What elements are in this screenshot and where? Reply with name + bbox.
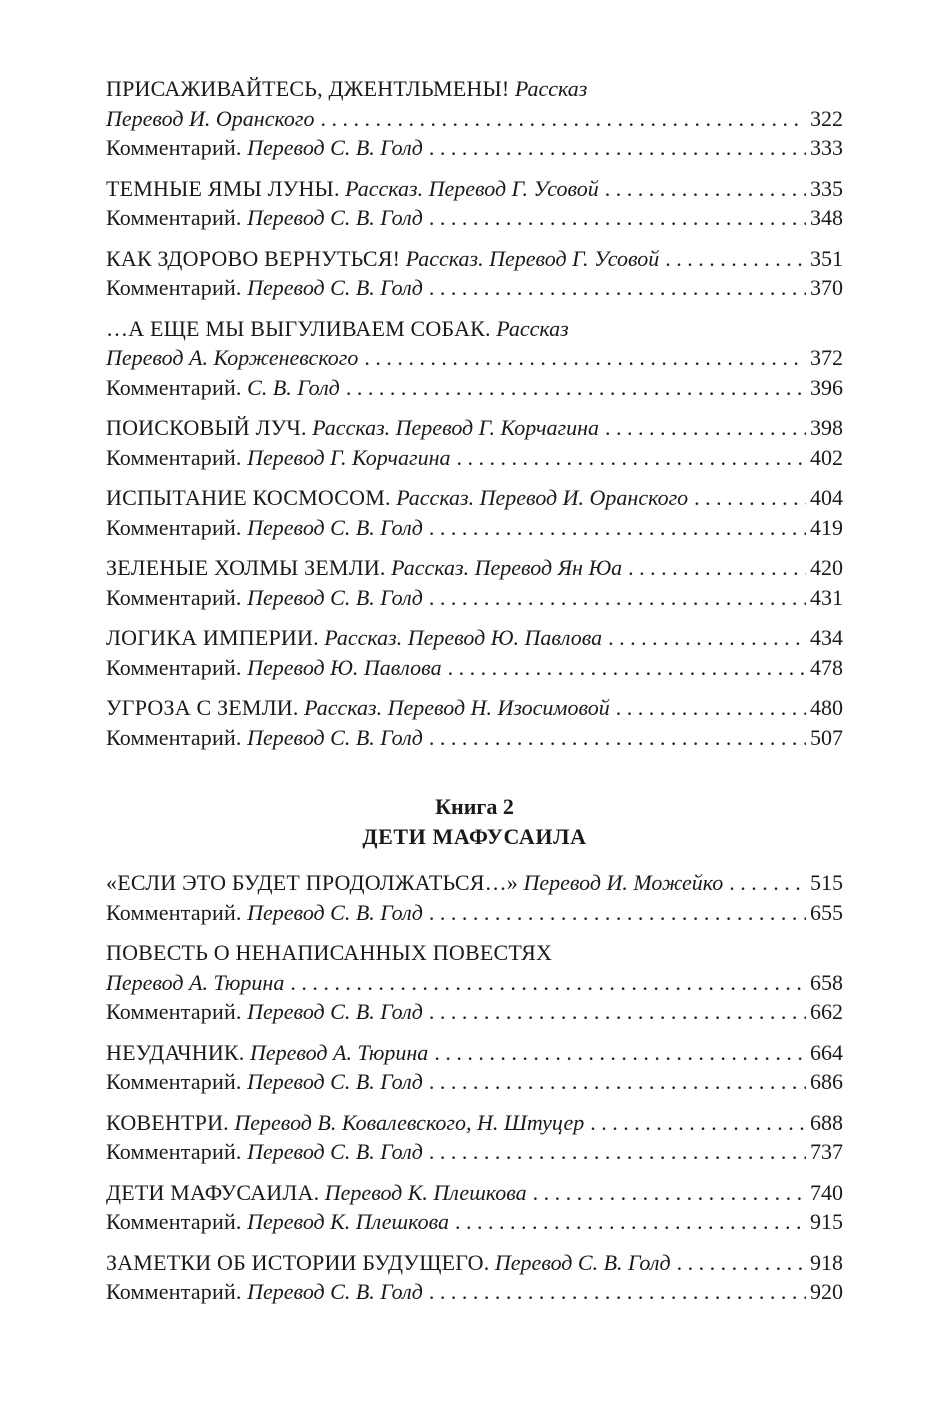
dot-leader [677, 1248, 806, 1278]
toc-entry [106, 868, 843, 927]
entry-credit: Перевод А. Тюрина [249, 1039, 429, 1065]
dot-leader [533, 1178, 806, 1208]
page-number: 688 [810, 1109, 843, 1135]
book-number: Книга 2 [435, 794, 514, 819]
page-number: 918 [810, 1249, 843, 1275]
dot-leader [448, 653, 806, 683]
page-number: 655 [810, 899, 843, 925]
toc-line [106, 443, 843, 473]
dot-leader [429, 898, 806, 928]
dot-leader [694, 483, 806, 513]
entry-title: Комментарий. [106, 374, 242, 400]
entry-credit: Перевод Ю. Павлова [247, 654, 442, 680]
dot-leader [605, 413, 806, 443]
entry-credit: Перевод С. В. Голд [247, 584, 423, 610]
dot-leader [429, 583, 806, 613]
entry-credit: Перевод С. В. Голд [247, 999, 423, 1024]
dot-leader [429, 273, 806, 303]
toc-line [106, 244, 843, 274]
toc-entry [106, 1178, 843, 1237]
toc-line [106, 653, 843, 683]
page-number: 333 [810, 135, 843, 160]
entry-credit: Перевод С. В. Голд [247, 1279, 423, 1304]
page-number: 664 [810, 1039, 843, 1065]
entry-title: ПОВЕСТЬ О НЕНАПИСАННЫХ ПОВЕСТЯХ [106, 940, 553, 965]
page-number: 420 [810, 555, 843, 580]
entry-credit: Рассказ. Перевод Ю. Павлова [324, 625, 603, 650]
toc-entry [106, 623, 843, 682]
entry-credit: Перевод К. Плешкова [324, 1179, 527, 1205]
entry-credit: Перевод С. В. Голд [494, 1249, 671, 1275]
entry-title: ТЕМНЫЕ ЯМЫ ЛУНЫ. [106, 175, 340, 201]
page-number: 515 [810, 870, 843, 895]
entry-title: Комментарий. [106, 135, 242, 160]
page-number: 348 [810, 205, 843, 230]
dot-leader [628, 553, 806, 583]
page-number: 737 [810, 1139, 843, 1164]
toc-entry [106, 483, 843, 542]
entry-title: Комментарий. [106, 1209, 242, 1234]
toc-line [106, 938, 843, 968]
toc-line [106, 483, 843, 513]
entry-credit: Перевод С. В. Голд [247, 275, 423, 300]
page-number: 686 [810, 1069, 843, 1094]
entry-title: ЛОГИКА ИМПЕРИИ. [106, 625, 319, 650]
entry-credit: Рассказ. Перевод Г. Корчагина [312, 415, 600, 440]
page-number: 480 [810, 695, 843, 720]
entry-credit: Перевод И. Можейко [523, 870, 724, 895]
toc-entry [106, 413, 843, 472]
entry-credit: Перевод А. Тюрина [106, 969, 285, 995]
entry-title: КАК ЗДОРОВО ВЕРНУТЬСЯ! [106, 245, 401, 271]
toc-entry [106, 693, 843, 752]
entry-title: ПРИСАЖИВАЙТЕСЬ, ДЖЕНТЛЬМЕНЫ! [106, 76, 510, 101]
toc-line [106, 1108, 843, 1138]
entry-credit: Рассказ [496, 315, 569, 341]
entry-title: ПОИСКОВЫЙ ЛУЧ. [106, 415, 307, 440]
entry-title: Комментарий. [106, 724, 242, 750]
entry-title: Комментарий. [106, 514, 242, 540]
toc-line [106, 174, 843, 204]
dot-leader [290, 968, 806, 998]
entry-credit: Перевод С. В. Голд [247, 1139, 423, 1164]
entry-title: Комментарий. [106, 899, 242, 925]
toc-line [106, 314, 843, 344]
page-number: 740 [810, 1179, 843, 1205]
toc-line [106, 693, 843, 723]
entry-title: Комментарий. [106, 205, 242, 230]
entry-title: Комментарий. [106, 584, 242, 610]
page-number: 920 [810, 1279, 843, 1304]
entry-title: «ЕСЛИ ЭТО БУДЕТ ПРОДОЛЖАТЬСЯ…» [106, 870, 518, 895]
entry-credit: Перевод С. В. Голд [247, 205, 423, 230]
dot-leader [429, 133, 806, 163]
dot-leader [434, 1038, 806, 1068]
entry-credit: Перевод Г. Корчагина [247, 444, 451, 470]
toc-entry [106, 244, 843, 303]
entry-title: Комментарий. [106, 1069, 242, 1094]
entry-title: Комментарий. [106, 654, 242, 680]
entry-credit: Перевод С. В. Голд [247, 1069, 423, 1094]
dot-leader [346, 373, 806, 403]
page-number: 398 [810, 415, 843, 440]
toc-line [106, 1277, 843, 1307]
book-title: ДЕТИ МАФУСАИЛА [362, 824, 587, 849]
page-number: 404 [810, 485, 843, 510]
toc-line [106, 273, 843, 303]
toc-line [106, 968, 843, 998]
toc-entry [106, 314, 843, 403]
table-of-contents [106, 74, 843, 1318]
toc-line [106, 1178, 843, 1208]
page-number: 662 [810, 999, 843, 1024]
entry-credit: Рассказ. Перевод Г. Усовой [345, 175, 599, 201]
toc-line [106, 868, 843, 898]
entry-title: ЗЕЛЕНЫЕ ХОЛМЫ ЗЕМЛИ. [106, 555, 386, 580]
toc-entry [106, 1038, 843, 1097]
entry-title: ЗАМЕТКИ ОБ ИСТОРИИ БУДУЩЕГО. [106, 1249, 490, 1275]
entry-title: Комментарий. [106, 275, 242, 300]
toc-line [106, 513, 843, 543]
page-number: 507 [810, 724, 843, 750]
page-number: 419 [810, 514, 843, 540]
entry-credit: Перевод И. Оранского [106, 105, 315, 131]
dot-leader [364, 343, 806, 373]
entry-title: КОВЕНТРИ. [106, 1109, 229, 1135]
entry-title: …А ЕЩЕ МЫ ВЫГУЛИВАЕМ СОБАК. [106, 315, 491, 341]
toc-section-book-1 [106, 74, 843, 752]
toc-line [106, 1067, 843, 1097]
dot-leader [429, 203, 806, 233]
toc-entry [106, 938, 843, 1027]
toc-line [106, 1248, 843, 1278]
dot-leader [665, 244, 806, 274]
entry-credit: Перевод К. Плешкова [247, 1209, 450, 1234]
entry-title: УГРОЗА С ЗЕМЛИ. [106, 695, 299, 720]
page-number: 322 [810, 105, 843, 131]
entry-credit: Рассказ. Перевод И. Оранского [396, 485, 689, 510]
page-number: 402 [810, 444, 843, 470]
dot-leader [608, 623, 806, 653]
entry-credit: Перевод С. В. Голд [247, 724, 423, 750]
toc-line [106, 133, 843, 163]
toc-line [106, 583, 843, 613]
dot-leader [457, 443, 807, 473]
entry-credit: Перевод А. Корженевского [106, 345, 359, 370]
page-number: 434 [810, 625, 843, 650]
entry-credit: Рассказ. Перевод Н. Изосимовой [304, 695, 610, 720]
page-number: 396 [810, 374, 843, 400]
toc-line [106, 623, 843, 653]
toc-line [106, 413, 843, 443]
entry-title: ИСПЫТАНИЕ КОСМОСОМ. [106, 485, 391, 510]
toc-entry [106, 174, 843, 233]
entry-credit: Рассказ [514, 76, 588, 101]
entry-title: Комментарий. [106, 1279, 242, 1304]
toc-line [106, 1207, 843, 1237]
entry-credit: С. В. Голд [247, 374, 340, 400]
toc-entry [106, 1108, 843, 1167]
toc-line [106, 898, 843, 928]
book-heading [106, 792, 843, 852]
toc-line [106, 373, 843, 403]
entry-title: Комментарий. [106, 1139, 242, 1164]
entry-title: ДЕТИ МАФУСАИЛА. [106, 1179, 320, 1205]
dot-leader [590, 1108, 806, 1138]
entry-credit: Рассказ. Перевод Ян Юа [391, 555, 623, 580]
toc-line [106, 74, 843, 104]
toc-entry [106, 74, 843, 163]
dot-leader [321, 104, 806, 134]
dot-leader [616, 693, 806, 723]
toc-line [106, 997, 843, 1027]
entry-title: Комментарий. [106, 444, 242, 470]
page-number: 478 [810, 654, 843, 680]
toc-section-book-2 [106, 868, 843, 1307]
toc-line [106, 203, 843, 233]
toc-entry [106, 553, 843, 612]
dot-leader [429, 723, 806, 753]
page-number: 372 [810, 345, 843, 370]
dot-leader [429, 1277, 806, 1307]
dot-leader [429, 997, 806, 1027]
entry-title: Комментарий. [106, 999, 242, 1024]
entry-credit: Перевод С. В. Голд [247, 514, 423, 540]
dot-leader [605, 174, 806, 204]
dot-leader [729, 868, 806, 898]
toc-line [106, 1137, 843, 1167]
dot-leader [429, 513, 806, 543]
toc-line [106, 553, 843, 583]
page-number: 658 [810, 969, 843, 995]
toc-entry [106, 1248, 843, 1307]
toc-line [106, 723, 843, 753]
entry-title: НЕУДАЧНИК. [106, 1039, 245, 1065]
page-number: 915 [810, 1209, 843, 1234]
page-number: 431 [810, 584, 843, 610]
page-number: 351 [810, 245, 843, 271]
entry-credit: Перевод В. Ковалевского, Н. Штуцер [234, 1109, 585, 1135]
entry-credit: Рассказ. Перевод Г. Усовой [405, 245, 660, 271]
toc-line [106, 1038, 843, 1068]
page-number: 335 [810, 175, 843, 201]
dot-leader [429, 1137, 806, 1167]
entry-credit: Перевод С. В. Голд [247, 899, 423, 925]
toc-line [106, 104, 843, 134]
dot-leader [455, 1207, 806, 1237]
page-number: 370 [810, 275, 843, 300]
dot-leader [429, 1067, 806, 1097]
entry-credit: Перевод С. В. Голд [247, 135, 423, 160]
toc-line [106, 343, 843, 373]
